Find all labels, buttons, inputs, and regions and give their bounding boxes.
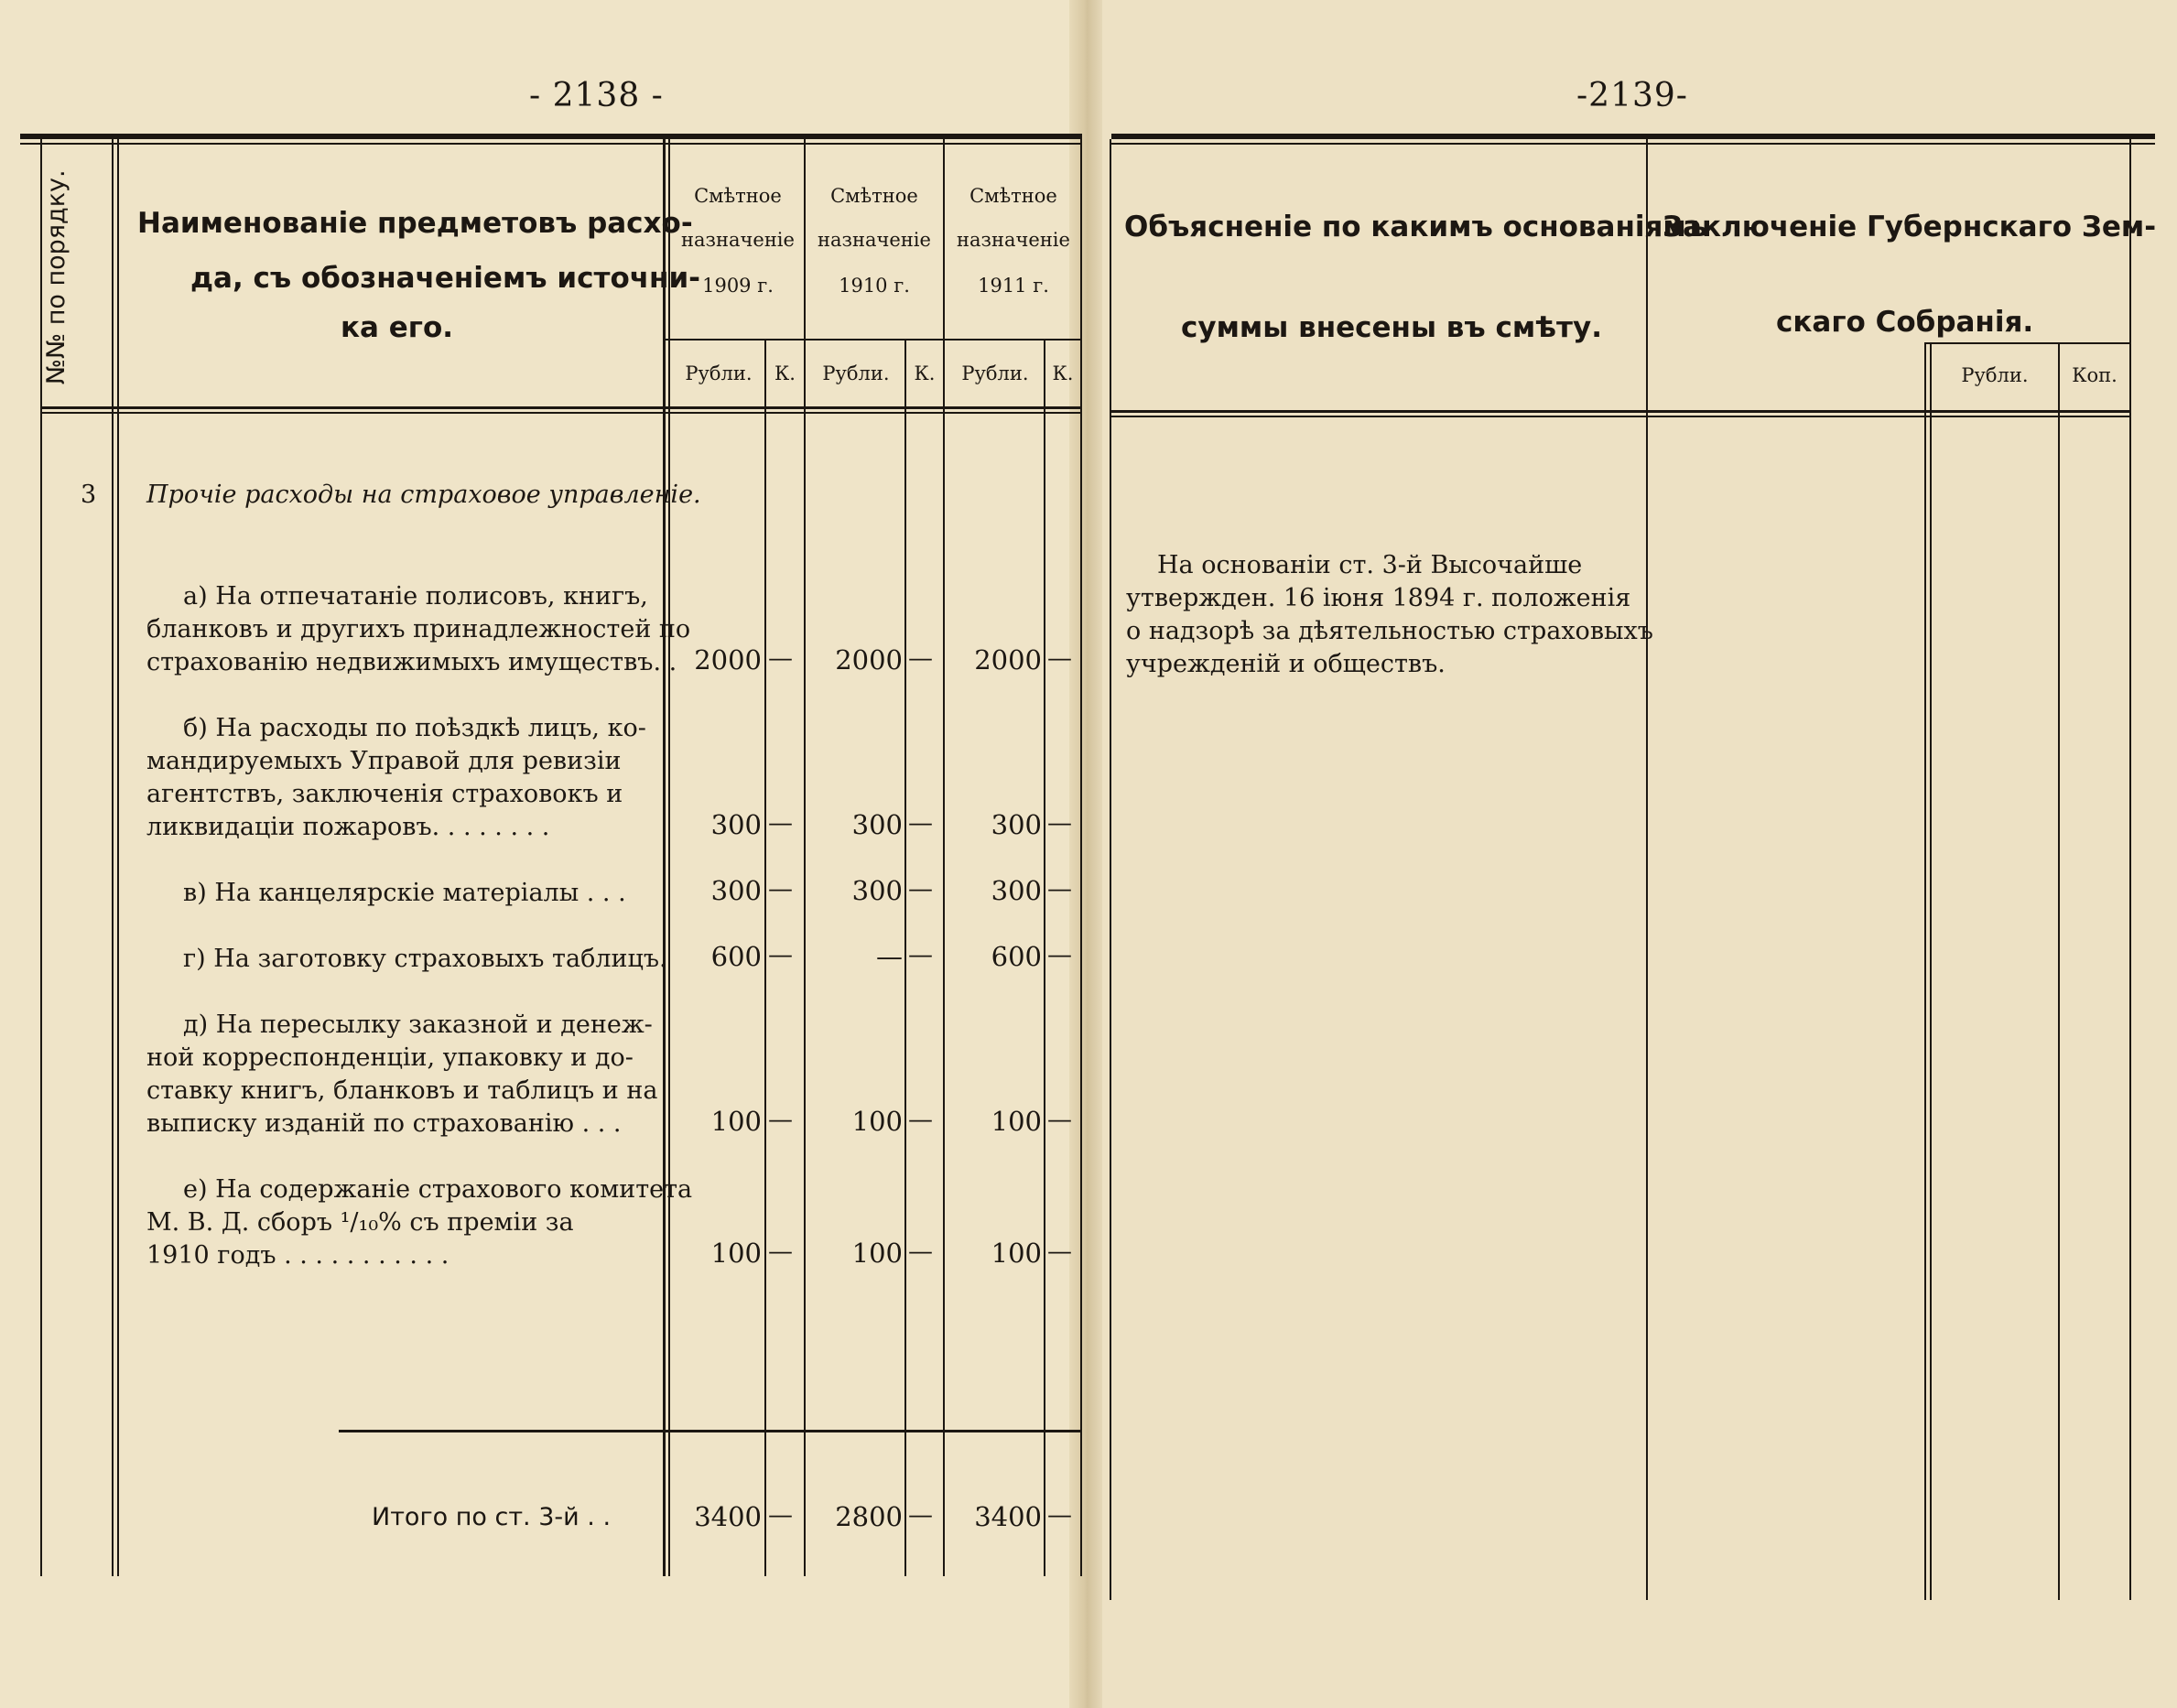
item-b-value-1911: 300 — [991, 809, 1042, 840]
section-title: Прочіе расходы на страховое управленіе. — [146, 481, 701, 509]
rub-label-1909: Рубли. — [685, 362, 753, 384]
item-b-value-1909: 300 — [710, 809, 762, 840]
item-g-line-1: г) На заготовку страховыхъ таблицъ. — [183, 945, 667, 973]
conclusion-header-line-1: Заключеніе Губернскаго Зем- — [1663, 211, 2157, 243]
item-d-line-1: д) На пересылку заказной и денеж- — [183, 1011, 653, 1039]
total-kop-1910: — — [908, 1501, 933, 1530]
item-a-kop-1910: — — [908, 644, 933, 673]
name-col-line-2 — [668, 139, 670, 1576]
item-d-kop-1909: — — [768, 1106, 793, 1134]
year-1909: 1909 г. — [702, 275, 774, 297]
name-header-line-1: Наименованіе предметовъ расхо- — [137, 207, 693, 240]
item-e-value-1909: 100 — [710, 1238, 762, 1269]
order-col-line — [112, 139, 114, 1576]
item-d-line-4: выписку изданій по страхованію . . . — [146, 1109, 622, 1138]
name-col-line — [663, 139, 666, 1576]
rub-label-1911: Рубли. — [961, 362, 1029, 384]
name-header-line-3: ка его. — [341, 311, 454, 344]
right-page — [1094, 0, 2177, 1708]
conclusion-kop-line — [2058, 342, 2060, 1600]
explanation-line-2: утвержден. 16 іюня 1894 г. положенія — [1126, 584, 1631, 612]
order-column-header: №№ по порядку. — [42, 169, 70, 384]
explanation-line-3: о надзорѣ за дѣятельностью страховыхъ — [1126, 617, 1653, 645]
item-v-kop-1909: — — [768, 875, 793, 903]
item-b-line-1: б) На расходы по поѣздкѣ лицъ, ко- — [183, 714, 646, 742]
item-g-kop-1911: — — [1047, 941, 1072, 969]
est-label-1909: Смѣтное — [694, 185, 782, 207]
order-col-line-2 — [117, 139, 119, 1576]
item-d-value-1910: 100 — [851, 1106, 903, 1137]
item-e-value-1910: 100 — [851, 1238, 903, 1269]
explanation-col-line — [1646, 139, 1648, 1600]
year-1910: 1910 г. — [839, 275, 910, 297]
item-g-kop-1909: — — [768, 941, 793, 969]
right-top-rule — [1111, 134, 2155, 139]
explanation-header-line-2: суммы внесены въ смѣту. — [1181, 311, 1602, 344]
right-top-rule-thin — [1111, 143, 2155, 145]
est-sublabel-1910: назначеніе — [818, 229, 931, 251]
kop-line-1910 — [904, 341, 906, 1576]
item-e-kop-1910: — — [908, 1238, 933, 1266]
col-line-1910 — [804, 139, 806, 1576]
kop-label-right: Коп. — [2072, 364, 2117, 386]
left-page — [0, 0, 1083, 1708]
conclusion-header-line-2: скаго Собранія. — [1776, 306, 2034, 339]
item-v-value-1909: 300 — [710, 875, 762, 906]
item-b-value-1910: 300 — [851, 809, 903, 840]
est-sublabel-1909: назначеніе — [681, 229, 795, 251]
left-right-border — [1080, 139, 1082, 1576]
col-line-1911 — [943, 139, 945, 1576]
est-subheader-rule — [665, 339, 1082, 341]
rub-label-1910: Рубли. — [822, 362, 890, 384]
right-border — [2129, 139, 2131, 1600]
left-header-rule-2 — [40, 412, 1082, 414]
item-d-line-2: ной корреспонденціи, упаковку и до- — [146, 1043, 634, 1072]
item-g-value-1910: — — [876, 941, 903, 972]
left-top-rule-thin — [20, 143, 1082, 145]
item-g-value-1911: 600 — [991, 941, 1042, 972]
item-d-value-1911: 100 — [991, 1106, 1042, 1137]
kop-label-1911: К. — [1052, 362, 1074, 384]
item-a-line-2: бланковъ и другихъ принадлежностей по — [146, 615, 691, 643]
item-e-line-3: 1910 годъ . . . . . . . . . . . — [146, 1241, 449, 1270]
conclusion-subheader-rule — [1924, 342, 2129, 344]
left-top-rule — [20, 134, 1082, 139]
item-e-value-1911: 100 — [991, 1238, 1042, 1269]
right-left-border — [1110, 139, 1111, 1600]
right-header-rule-2 — [1111, 416, 2129, 417]
item-b-kop-1911: — — [1047, 809, 1072, 838]
item-a-value-1910: 2000 — [835, 644, 903, 676]
total-rule — [339, 1430, 1082, 1432]
item-b-line-3: агентствъ, заключенія страховокъ и — [146, 780, 623, 808]
item-e-kop-1911: — — [1047, 1238, 1072, 1266]
item-e-kop-1909: — — [768, 1238, 793, 1266]
explanation-header-line-1: Объясненіе по какимъ основаніямъ — [1124, 211, 1708, 243]
item-v-value-1910: 300 — [851, 875, 903, 906]
item-g-value-1909: 600 — [710, 941, 762, 972]
item-d-line-3: ставку книгъ, бланковъ и таблицъ и на — [146, 1076, 658, 1105]
total-kop-1909: — — [768, 1501, 793, 1530]
item-a-value-1909: 2000 — [694, 644, 762, 676]
conclusion-rub-line-2 — [1930, 342, 1932, 1600]
est-sublabel-1911: назначеніе — [957, 229, 1070, 251]
total-value-1910: 2800 — [835, 1501, 903, 1532]
item-b-kop-1910: — — [908, 809, 933, 838]
item-g-kop-1910: — — [908, 941, 933, 969]
total-value-1909: 3400 — [694, 1501, 762, 1532]
item-v-kop-1911: — — [1047, 875, 1072, 903]
est-label-1910: Смѣтное — [830, 185, 918, 207]
item-v-line-1: в) На канцелярскіе матеріалы . . . — [183, 879, 626, 907]
item-a-line-3: страхованію недвижимыхъ имуществъ. . — [146, 648, 677, 676]
kop-line-1909 — [764, 341, 766, 1576]
year-1911: 1911 г. — [978, 275, 1049, 297]
total-kop-1911: — — [1047, 1501, 1072, 1530]
item-d-value-1909: 100 — [710, 1106, 762, 1137]
item-b-line-2: мандируемыхъ Управой для ревизіи — [146, 747, 622, 775]
item-v-kop-1910: — — [908, 875, 933, 903]
rub-label-right: Рубли. — [1961, 364, 2029, 386]
item-b-line-4: ликвидаціи пожаровъ. . . . . . . . — [146, 813, 550, 841]
item-a-line-1: а) На отпечатаніе полисовъ, книгъ, — [183, 582, 648, 611]
kop-label-1909: К. — [774, 362, 796, 384]
left-header-rule — [40, 406, 1082, 409]
kop-label-1910: К. — [914, 362, 936, 384]
section-number: 3 — [81, 481, 97, 509]
total-label: Итого по ст. 3-й . . — [372, 1503, 612, 1531]
item-e-line-2: М. В. Д. сборъ ¹/₁₀% съ преміи за — [146, 1208, 574, 1237]
item-d-kop-1911: — — [1047, 1106, 1072, 1134]
est-label-1911: Смѣтное — [969, 185, 1057, 207]
item-d-kop-1910: — — [908, 1106, 933, 1134]
item-a-value-1911: 2000 — [974, 644, 1042, 676]
item-e-line-1: е) На содержаніе страхового комитета — [183, 1175, 693, 1204]
kop-line-1911 — [1044, 341, 1045, 1576]
explanation-line-4: учрежденій и обществъ. — [1126, 650, 1446, 678]
book-gutter — [1069, 0, 1102, 1708]
item-v-value-1911: 300 — [991, 875, 1042, 906]
item-a-kop-1911: — — [1047, 644, 1072, 673]
right-page-number: -2139- — [1576, 77, 1688, 114]
left-page-number: - 2138 - — [529, 77, 664, 114]
item-a-kop-1909: — — [768, 644, 793, 673]
total-value-1911: 3400 — [974, 1501, 1042, 1532]
explanation-line-1: На основаніи ст. 3-й Высочайше — [1157, 551, 1583, 579]
item-b-kop-1909: — — [768, 809, 793, 838]
conclusion-rub-line — [1924, 342, 1926, 1600]
right-header-rule — [1111, 410, 2129, 413]
name-header-line-2: да, съ обозначеніемъ источни- — [190, 262, 701, 295]
